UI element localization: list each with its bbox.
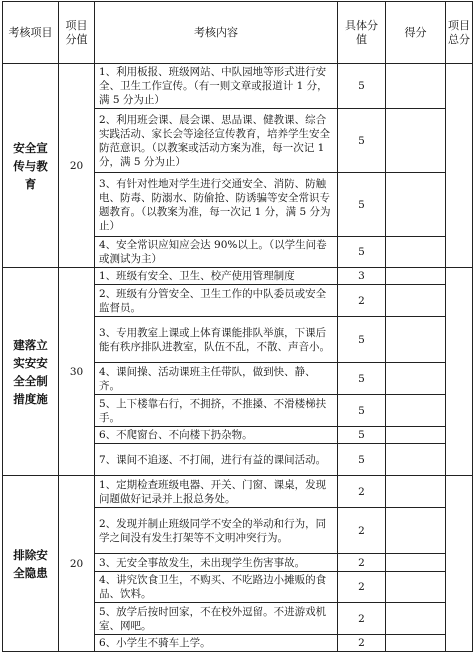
got-score-cell[interactable]: [386, 285, 446, 317]
item-score: 5: [338, 317, 386, 363]
item-score: 5: [338, 427, 386, 444]
total-score-cell[interactable]: [446, 268, 473, 476]
item-score: 2: [338, 603, 386, 635]
item-content: 2、班级有分管安全、卫生工作的中队委员或安全监督员。: [95, 285, 338, 317]
got-score-cell[interactable]: [386, 237, 446, 268]
item-score: 2: [338, 635, 386, 652]
got-score-cell[interactable]: [386, 603, 446, 635]
table-row: [3, 64, 473, 109]
got-score-cell[interactable]: [386, 572, 446, 603]
item-score: 2: [338, 554, 386, 572]
assessment-table: [2, 1, 473, 652]
header-total: 项目总分: [446, 2, 473, 64]
section-value-1: 20: [59, 64, 95, 268]
item-content: 4、安全常识应知应会达 90%以上。（以学生问卷或测试为主）: [95, 237, 338, 268]
got-score-cell[interactable]: [386, 395, 446, 427]
item-content: 3、有针对性地对学生进行交通安全、消防、防触电、防毒、防溺水、防偷抢、防诱骗等安全常识专题教育。（以教案为准，每一次记 1 分，满 5 分为止）: [95, 173, 338, 237]
item-content: 2、利用班会课、晨会课、思品课、健教课、综合实践活动、家长会等途径宣传教育，培养学生安全防范意识。（以教案或活动方案为准，每一次记 1 分，满 5 分为止）: [95, 109, 338, 173]
total-score-cell[interactable]: [446, 64, 473, 268]
got-score-cell[interactable]: [386, 363, 446, 395]
got-score-cell[interactable]: [386, 476, 446, 508]
header-content: 考核内容: [95, 2, 338, 64]
section-category-text: 排除安全隐患: [13, 547, 48, 580]
item-content: 3、无安全事故发生，未出现学生伤害事故。: [95, 554, 338, 572]
item-score: 5: [338, 395, 386, 427]
item-score: 3: [338, 268, 386, 285]
table-row: [3, 476, 473, 508]
total-score-cell[interactable]: [446, 476, 473, 652]
item-content: 3、专用教室上课或上体育课能排队举旗，下课后能有秩序排队进教室，队伍不乱，不散、声音小。: [95, 317, 338, 363]
section-category-3: [3, 476, 59, 652]
header-score: 具体分值: [338, 2, 386, 64]
item-score: 5: [338, 173, 386, 237]
got-score-cell[interactable]: [386, 109, 446, 173]
item-score: 5: [338, 64, 386, 109]
item-score: 5: [338, 444, 386, 476]
got-score-cell[interactable]: [386, 554, 446, 572]
item-content: 6、小学生不骑车上学。: [95, 635, 338, 652]
header-row: [3, 2, 473, 64]
got-score-cell[interactable]: [386, 508, 446, 554]
got-score-cell[interactable]: [386, 64, 446, 109]
item-content: 5、放学后按时回家，不在校外逗留。不进游戏机室、网吧。: [95, 603, 338, 635]
got-score-cell[interactable]: [386, 427, 446, 444]
table-row: [3, 268, 473, 285]
section-category-text: 建落立实安安全全制措度施: [13, 337, 48, 406]
item-content: 1、班级有安全、卫生、校产使用管理制度: [95, 268, 338, 285]
section-category-1: [3, 64, 59, 268]
header-category: 考核项目: [3, 2, 59, 64]
header-value: 项目分值: [59, 2, 95, 64]
got-score-cell[interactable]: [386, 317, 446, 363]
item-score: 2: [338, 572, 386, 603]
section-category-2: [3, 268, 59, 476]
item-content: 2、发现并制止班级同学不安全的举动和行为，同学之间没有发生打架等不文明冲突行为。: [95, 508, 338, 554]
item-score: 2: [338, 285, 386, 317]
item-content: 1、利用板报、班级网站、中队园地等形式进行安全、卫生工作宣传。（有一则文章或报道计 1 分，满 5 分为止）: [95, 64, 338, 109]
item-content: 6、不爬窗台、不向楼下扔杂物。: [95, 427, 338, 444]
item-score: 5: [338, 237, 386, 268]
item-content: 4、课间操、活动课班主任带队，做到快、静、齐。: [95, 363, 338, 395]
got-score-cell[interactable]: [386, 268, 446, 285]
item-score: 5: [338, 363, 386, 395]
section-value-3: 20: [59, 476, 95, 652]
item-content: 4、讲究饮食卫生，不购买、不吃路边小摊贩的食品、饮料。: [95, 572, 338, 603]
section-value-2: 30: [59, 268, 95, 476]
header-got: 得分: [386, 2, 446, 64]
got-score-cell[interactable]: [386, 635, 446, 652]
got-score-cell[interactable]: [386, 173, 446, 237]
item-content: 7、课间不追逐、不打闹，进行有益的课间活动。: [95, 444, 338, 476]
item-content: 1、定期检查班级电器、开关、门窗、课桌，发现问题做好记录并上报总务处。: [95, 476, 338, 508]
got-score-cell[interactable]: [386, 444, 446, 476]
item-score: 5: [338, 109, 386, 173]
section-category-text: 安全宣传与教育: [13, 140, 48, 191]
item-score: 2: [338, 476, 386, 508]
item-content: 5、上下楼靠右行，不拥挤，不推搡、不滑楼梯扶手。: [95, 395, 338, 427]
item-score: 2: [338, 508, 386, 554]
